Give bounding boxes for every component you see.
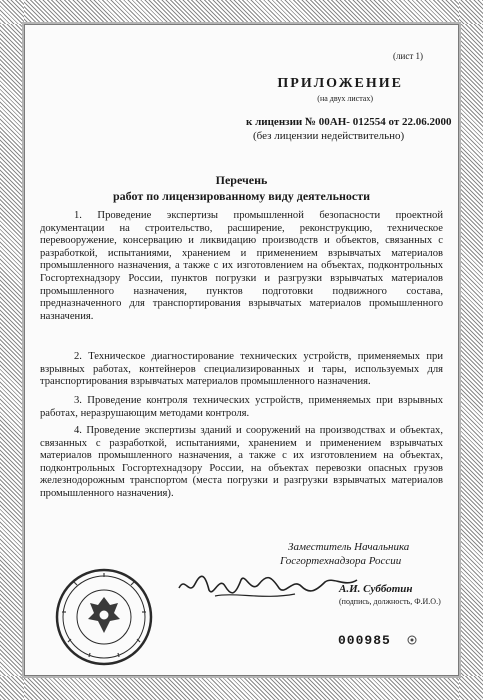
sheet-label: (лист 1): [393, 51, 423, 61]
list-item-2: 2. Техническое диагностирование технических устройств, применяемых при взрывных работах, контейнеров специализированных и тары, используемых для транспортирования взрывчатых материалов промышленного назначения.: [40, 351, 443, 388]
official-seal-icon: [54, 567, 154, 667]
list-item-3: 3. Проведение контроля технических устройств, применяемых при взрывных работах, неразрушающим методами контроля.: [40, 395, 443, 419]
license-note: (без лицензии недействительно): [253, 130, 405, 142]
ornament-icon: [406, 634, 418, 646]
serial-number: 000985: [338, 633, 391, 648]
handwritten-signature-icon: [175, 566, 360, 604]
appendix-subtitle: (на двух листах): [317, 94, 373, 103]
heading-works: работ по лицензированному виду деятельности: [112, 189, 371, 203]
signatory-position-line-2: Госгортехнадзора России: [280, 555, 402, 567]
appendix-title: ПРИЛОЖЕНИЕ: [277, 76, 403, 91]
list-item-1: 1. Проведение экспертизы промышленной безопасности проектной документации на строительство, расширение, реконструкцию, техническое перевооружение, консервацию и ликвидацию производств и объектов, связанных с разработкой, испытаниями, хранением и применением взрывчатых материалов промышленного назначения, а также с их изготовлением на объектах, подконтрольных Госгортехнадзору России, пунктов погрузки и разгрузки взрывчатых материалов промышленного назначения, пунктов подготовки подвижного состава, предназначенного для транспортирования взрывчатых материалов промышленного назначения.: [40, 210, 443, 322]
signature-caption: (подпись, должность, Ф.И.О.): [339, 597, 441, 606]
list-item-4: 4. Проведение экспертизы зданий и сооружений на производствах и объектах, связанных с разработкой, испытаниями, хранением и применением взрывчатых материалов промышленного назначения, а также с их изготовлением на объектах, подконтрольных Госгортехнадзору России, на объектах перевозки опасных грузов железнодорожным транспортом (места погрузки и разгрузки взрывчатых материалов промышленного назначения).: [40, 425, 443, 499]
heading-list: Перечень: [215, 173, 268, 187]
signatory-position-line-1: Заместитель Начальника: [288, 541, 410, 553]
signatory-name: А.И. Субботин: [339, 583, 413, 595]
license-reference: к лицензии № 00АН- 012554 от 22.06.2000: [246, 116, 452, 128]
